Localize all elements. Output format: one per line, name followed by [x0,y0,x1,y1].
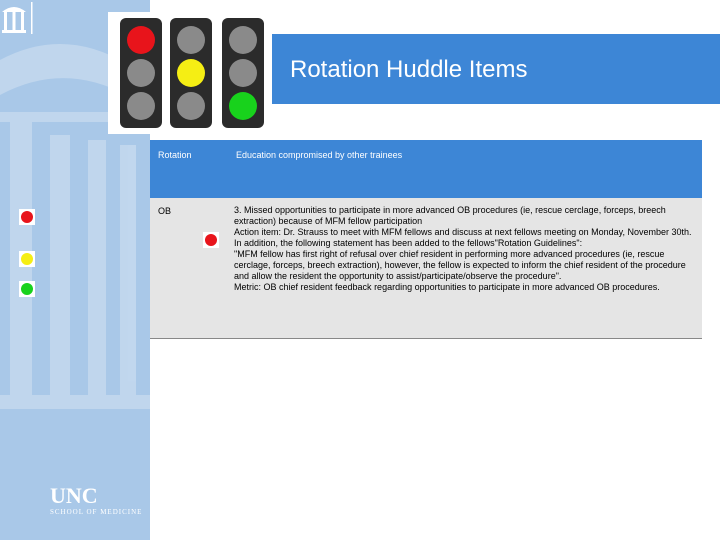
yellow-lamp-icon [177,59,205,87]
red-dot-icon [21,211,33,223]
off-lamp-icon [127,92,155,120]
traffic-light-image [108,12,272,134]
yellow-dot-icon [21,253,33,265]
legend-red [19,209,35,225]
header-rotation: Rotation [158,150,192,160]
page-title: Rotation Huddle Items [290,56,528,83]
red-dot-icon [205,234,217,246]
header-education: Education compromised by other trainees [236,150,403,160]
off-lamp-icon [177,26,205,54]
red-lamp-icon [127,26,155,54]
row-rotation: OB [158,206,172,216]
table-row [150,198,702,339]
legend-yellow [19,251,35,267]
row-description: 3. Missed opportunities to participate in more advanced OB procedures (ie, rescue cerclage, forceps, breech extraction) because of MFM fellow participation Action item: Dr. Strauss to meet with MFM fellows and discuss at next fellows meeting on Monday, November 30th. In addition, the following statement has been added to the fellows"Rotation Guidelines": "MFM fellow has first right of refusal over chief resident in performing more advanced procedures (ie, rescue cerclage, forceps, breech extraction), however, the fellow is expected to inform the chief resident of the procedure and allow the resident the opportunity to assist/participate/observe the procedure". Metric: OB chief resident feedback regarding opportunities to participate in more advanced OB procedures. [234,205,692,292]
green-lamp-icon [229,92,257,120]
traffic-light-yellow [170,18,212,128]
row-status [203,232,219,248]
off-lamp-icon [177,92,205,120]
traffic-light-green [222,18,264,128]
off-lamp-icon [127,59,155,87]
table-header [150,140,702,198]
green-dot-icon [21,283,33,295]
off-lamp-icon [229,59,257,87]
off-lamp-icon [229,26,257,54]
legend-green [19,281,35,297]
traffic-light-red [120,18,162,128]
school-of-medicine-text: SCHOOL OF MEDICINE [50,508,143,516]
unc-logo-text: UNC [50,483,98,508]
